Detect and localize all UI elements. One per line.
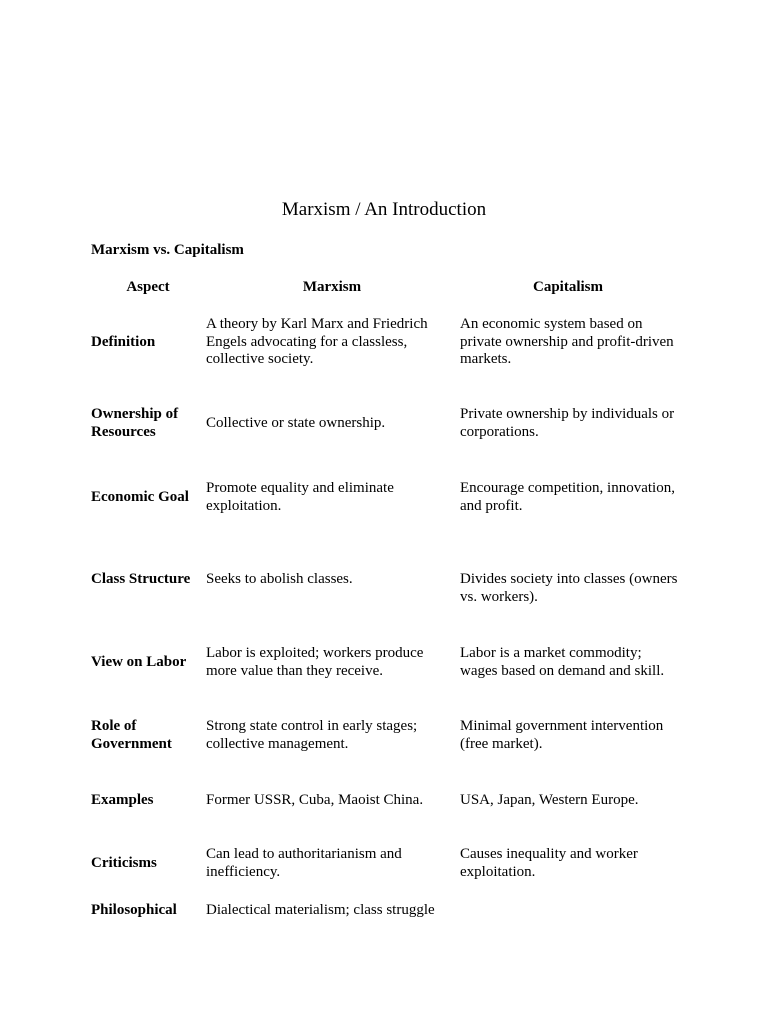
table-row	[91, 716, 691, 756]
marxism-cell: Labor is exploited; workers produce more value than they receive.	[206, 645, 424, 679]
aspect-cell: Class Structure	[91, 571, 191, 587]
header-capitalism: Capitalism	[532, 279, 603, 295]
capitalism-cell: Labor is a market commodity; wages based on demand and skill.	[460, 645, 665, 679]
table-row	[91, 404, 691, 444]
table-row	[91, 569, 691, 609]
aspect-cell: Ownership of Resources	[91, 406, 179, 440]
table-row	[91, 478, 691, 518]
aspect-cell: Examples	[91, 792, 154, 809]
aspect-cell: View on Labor	[91, 654, 187, 671]
table-row	[91, 900, 691, 922]
section-heading: Marxism vs. Capitalism	[91, 242, 244, 258]
marxism-cell: Former USSR, Cuba, Maoist China.	[206, 792, 424, 809]
marxism-cell: A theory by Karl Marx and Friedrich Engels advocating for a classless, collective society.	[206, 316, 428, 368]
aspect-cell: Role of Government	[91, 718, 172, 752]
capitalism-cell: Causes inequality and worker exploitation.	[460, 846, 638, 880]
marxism-cell: Can lead to authoritarianism and inefficiency.	[206, 846, 402, 880]
aspect-cell: Definition	[91, 333, 156, 350]
table-row	[91, 643, 691, 683]
table-row	[91, 844, 691, 884]
page-title: Marxism / An Introduction	[281, 199, 487, 220]
capitalism-cell: An economic system based on private ownership and profit-driven markets.	[460, 316, 674, 368]
table-row	[91, 314, 691, 371]
aspect-cell: Criticisms	[91, 855, 157, 872]
marxism-cell: Seeks to abolish classes.	[206, 571, 353, 587]
capitalism-cell: Private ownership by individuals or corporations.	[460, 406, 675, 440]
capitalism-cell: Divides society into classes (owners vs. workers).	[460, 571, 678, 605]
marxism-cell: Strong state control in early stages; collective management.	[206, 718, 418, 752]
aspect-cell: Philosophical	[91, 902, 177, 919]
marxism-cell: Dialectical materialism; class struggle	[206, 902, 435, 919]
capitalism-cell: Minimal government intervention (free market).	[460, 718, 664, 752]
marxism-cell: Promote equality and eliminate exploitation.	[206, 480, 394, 514]
capitalism-cell: USA, Japan, Western Europe.	[460, 792, 639, 809]
marxism-cell: Collective or state ownership.	[206, 415, 386, 432]
header-marxism: Marxism	[302, 279, 362, 295]
table-row	[91, 790, 691, 812]
capitalism-cell	[460, 900, 682, 922]
aspect-cell: Economic Goal	[91, 489, 189, 506]
capitalism-cell: Encourage competition, innovation, and profit.	[460, 480, 675, 514]
header-aspect: Aspect	[126, 279, 170, 295]
